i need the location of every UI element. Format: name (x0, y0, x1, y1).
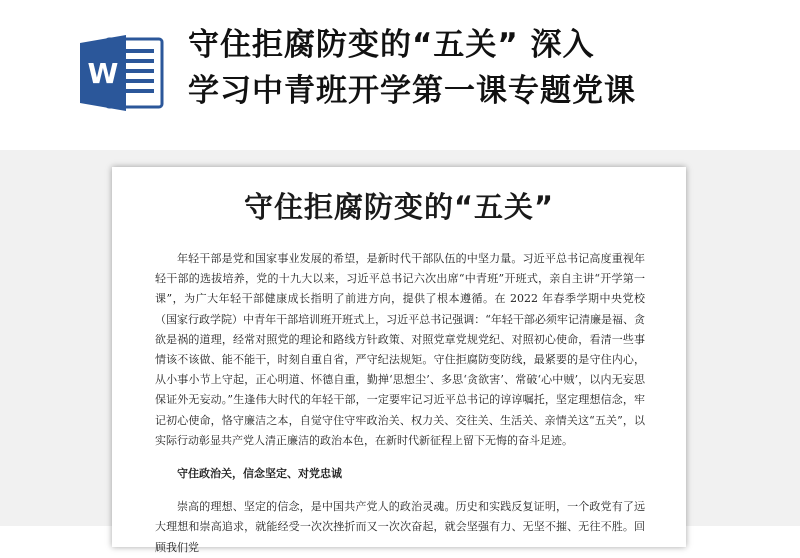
document-title: 守住拒腐防变的“五关” (243, 190, 555, 224)
section-heading-1: 守住政治关，信念坚定、对党忠诚 (177, 467, 342, 481)
header-title-line2: 学习中青班开学第一课专题党课 (188, 73, 636, 109)
header-title (188, 22, 788, 114)
document-body (155, 249, 645, 558)
paragraph-1: 年轻干部是党和国家事业发展的希望，是新时代干部队伍的中坚力量。习近平总书记高度重视年轻干部的选拔培养，党的十九大以来，习近平总书记六次出席“中青班”开班式，亲自主讲“开学第一课”，为广大年轻干部健康成长指明了前进方向，提供了根本遵循。在 2022 年春季学期中央党校（国家行政学院）中青年干部培训班开班式上，习近平总书记强调：“年轻干部必须牢记清廉是福、贪欲是祸的道理，经常对照党的理论和路线方针政策、对照党章党规党纪、对照初心使命，看清一些事情该不该做、能不能干，时刻自重自省，严守纪法规矩。守住拒腐防变防线，最紧要的是守住内心，从小事小节上守起，正心明道、怀德自重，勤掸‘思想尘’、多思‘贪欲害’、常破‘心中贼’，以内无妄思保证外无妄动。”生逢伟大时代的年轻干部，一定要牢记习近平总书记的谆谆嘱托，坚定理想信念，牢记初心使命，恪守廉洁之本，自觉守住守牢政治关、权力关、交往关、生活关、亲情关这“五关”，以实际行动彰显共产党人清正廉洁的政治本色，在新时代新征程上留下无悔的奋斗足迹。 (155, 252, 645, 447)
svg-text:W: W (87, 57, 119, 90)
header-banner (0, 0, 800, 150)
document-page (112, 167, 686, 554)
word-icon (78, 33, 164, 113)
paragraph-2: 崇高的理想、坚定的信念，是中国共产党人的政治灵魂。历史和实践反复证明，一个政党有了远大理想和崇高追求，就能经受一次次挫折而又一次次奋起，就会坚强有力、无坚不摧、无往不胜。回顾我们党 (155, 500, 645, 554)
header-title-line1: 守住拒腐防变的“五关” 深入 (188, 27, 595, 63)
